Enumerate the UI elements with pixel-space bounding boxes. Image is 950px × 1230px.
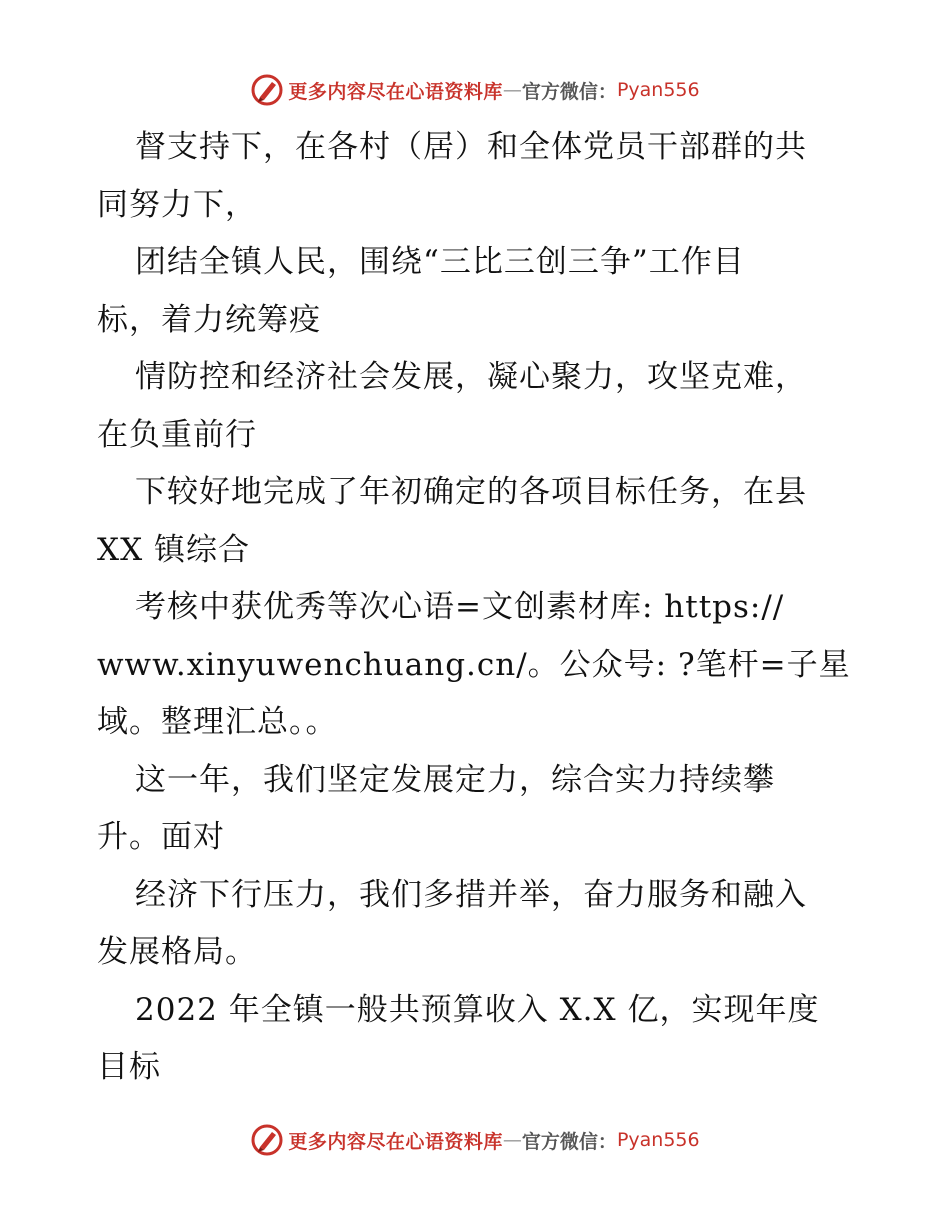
banner-site-text: 更多内容尽在心语资料库 <box>288 80 503 103</box>
banner-wechat-id: Pyan556 <box>616 79 700 101</box>
text-line: 目标 <box>97 1049 161 1085</box>
header-banner <box>0 70 950 110</box>
text-line: 情防控和经济社会发展，凝心聚力，攻坚克难， <box>135 359 807 395</box>
text-line: 在负重前行 <box>97 416 257 453</box>
text-line: www.xinyuwenchuang.cn/。公众号: ?笔杆=子星 <box>97 646 851 683</box>
text-line: 考核中获优秀等次心语=文创素材库: https:// <box>135 589 785 625</box>
text-line: 这一年，我们坚定发展定力，综合实力持续攀 <box>135 761 775 798</box>
text-line: 同努力下， <box>97 186 257 223</box>
banner-wechat-id: Pyan556 <box>616 1129 700 1151</box>
banner-dash: — <box>502 1129 522 1151</box>
text-line: 标，着力统筹疫 <box>97 301 321 338</box>
text-line: 下较好地完成了年初确定的各项目标任务，在县 <box>135 474 807 510</box>
text-line: 经济下行压力，我们多措并举，奋力服务和融入 <box>135 876 807 913</box>
banner-site-text: 更多内容尽在心语资料库 <box>288 1130 503 1153</box>
document-body <box>97 119 857 1097</box>
text-line: 发展格局。 <box>97 934 257 970</box>
banner-wechat-label: 官方微信： <box>521 1130 617 1153</box>
pen-circle-icon <box>250 1123 284 1157</box>
text-line: 域。整理汇总。。 <box>97 704 338 740</box>
footer-banner <box>0 1120 950 1160</box>
text-line: XX 镇综合 <box>97 531 250 568</box>
text-line: 督支持下，在各村（居）和全体党员干部群的共 <box>135 129 807 165</box>
text-line: 团结全镇人民，围绕“三比三创三争”工作目 <box>135 244 745 280</box>
banner-dash: — <box>502 79 522 101</box>
banner-wechat-label: 官方微信： <box>521 80 617 103</box>
text-line: 升。面对 <box>97 819 225 855</box>
pen-circle-icon <box>250 73 284 107</box>
text-line: 2022 年全镇一般共预算收入 X.X 亿，实现年度 <box>135 991 820 1028</box>
